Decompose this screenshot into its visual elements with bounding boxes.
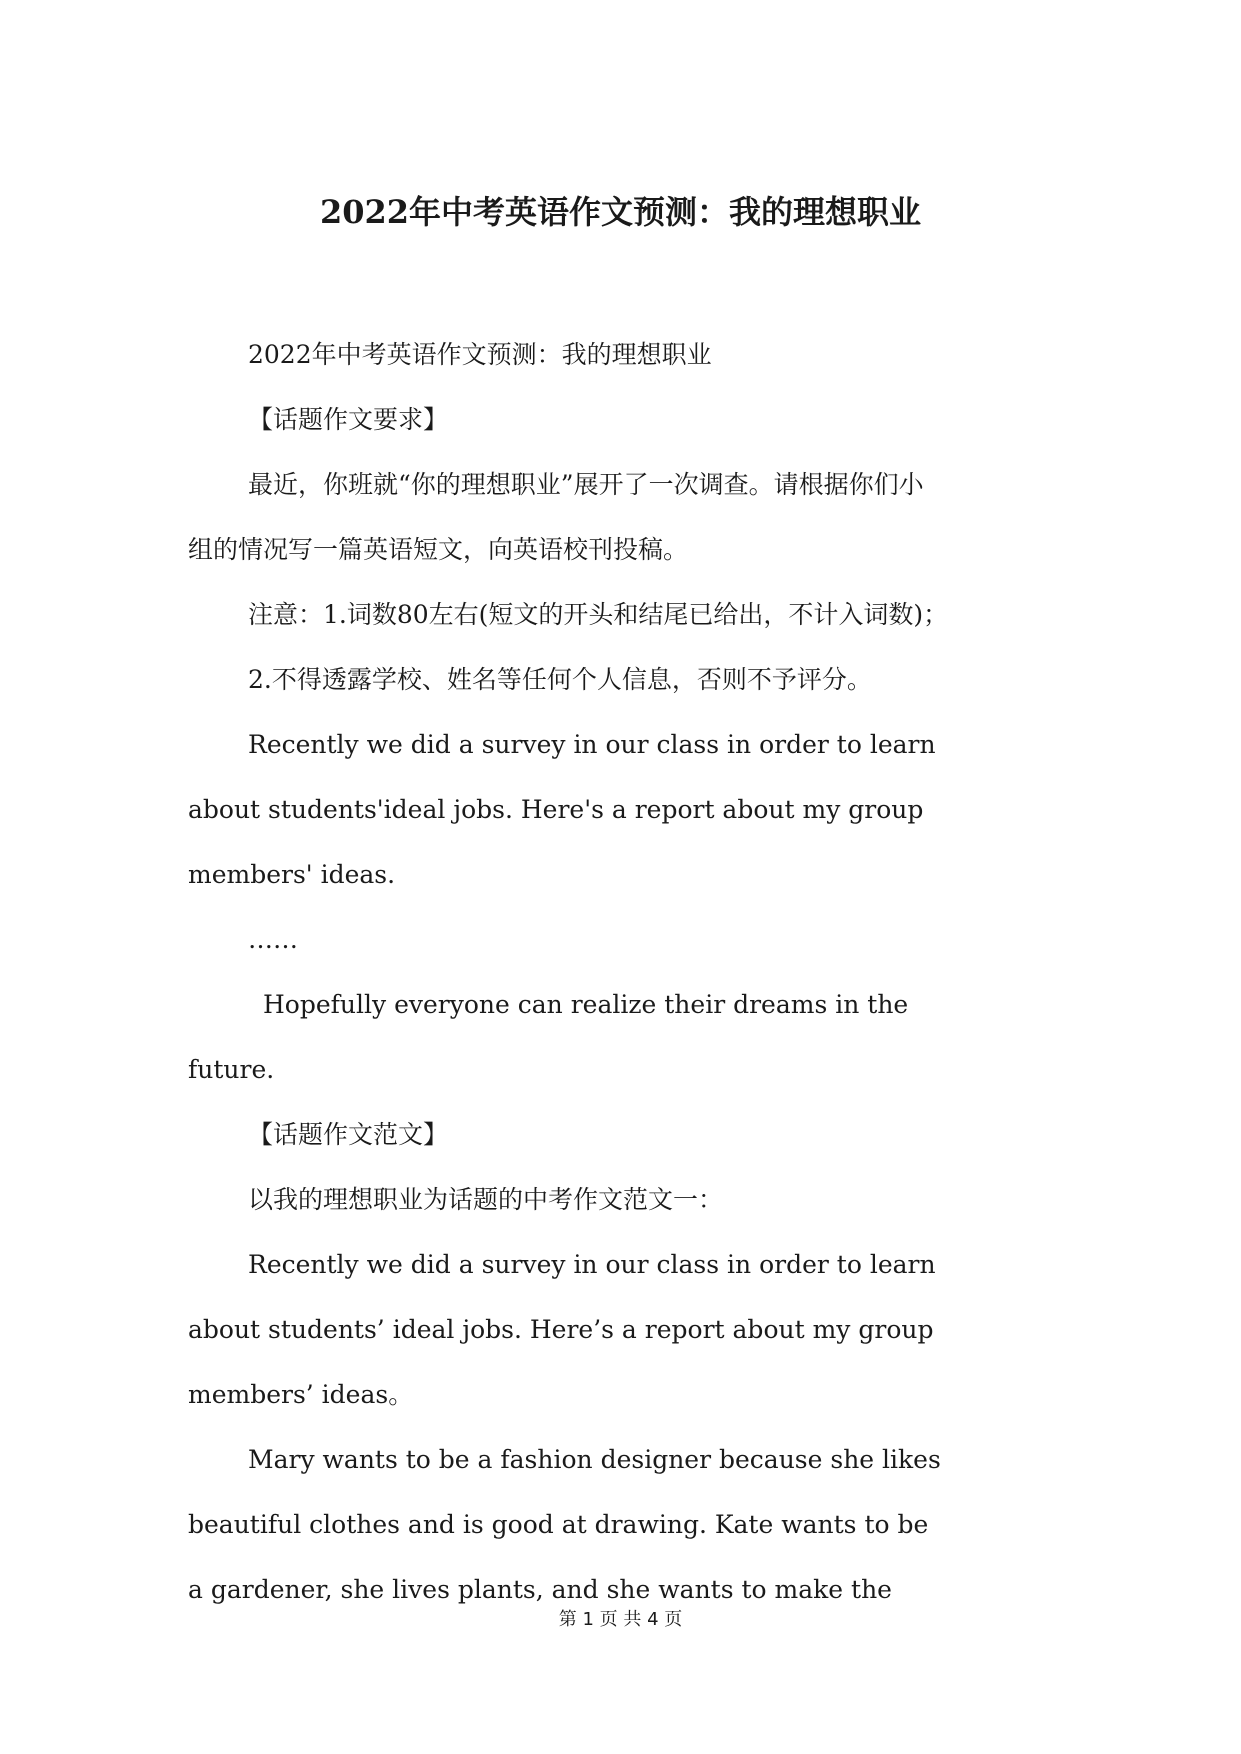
section-heading: 【话题作文要求】 — [248, 405, 449, 434]
paragraph-line: 注意：1.词数80左右(短文的开头和结尾已给出，不计入词数)； — [248, 600, 949, 629]
paragraph-line: 组的情况写一篇英语短文，向英语校刊投稿。 — [188, 535, 689, 564]
paragraph-line: members’ ideas。 — [188, 1380, 414, 1409]
paragraph-line: about students’ ideal jobs. Here’s a report about my group — [188, 1315, 934, 1344]
page-number-footer: 第 1 页 共 4 页 — [558, 1609, 683, 1630]
paragraph-line: 2022年中考英语作文预测：我的理想职业 — [248, 340, 712, 369]
paragraph-line: Hopefully everyone can realize their dreams in the — [263, 990, 909, 1019]
paragraph-line: a gardener, she lives plants, and she wants to make the — [188, 1575, 892, 1604]
section-heading: 【话题作文范文】 — [248, 1120, 449, 1149]
paragraph-line: Recently we did a survey in our class in order to learn — [248, 1250, 936, 1279]
paragraph-line: 最近，你班就“你的理想职业”展开了一次调查。请根据你们小 — [248, 470, 924, 499]
ellipsis-line: …… — [248, 925, 298, 954]
paragraph-line: 以我的理想职业为话题的中考作文范文一： — [248, 1185, 724, 1214]
document-body — [188, 322, 1068, 1622]
paragraph-line: Recently we did a survey in our class in order to learn — [248, 730, 936, 759]
paragraph-line: about students'ideal jobs. Here's a report about my group — [188, 795, 924, 824]
paragraph-line: Mary wants to be a fashion designer because she likes — [248, 1445, 941, 1474]
document-title: 2022年中考英语作文预测：我的理想职业 — [319, 193, 922, 231]
paragraph-line: 2.不得透露学校、姓名等任何个人信息，否则不予评分。 — [248, 665, 872, 694]
paragraph-line: beautiful clothes and is good at drawing. Kate wants to be — [188, 1510, 929, 1539]
paragraph-line: members' ideas. — [188, 860, 396, 889]
paragraph-line: future. — [188, 1055, 275, 1084]
